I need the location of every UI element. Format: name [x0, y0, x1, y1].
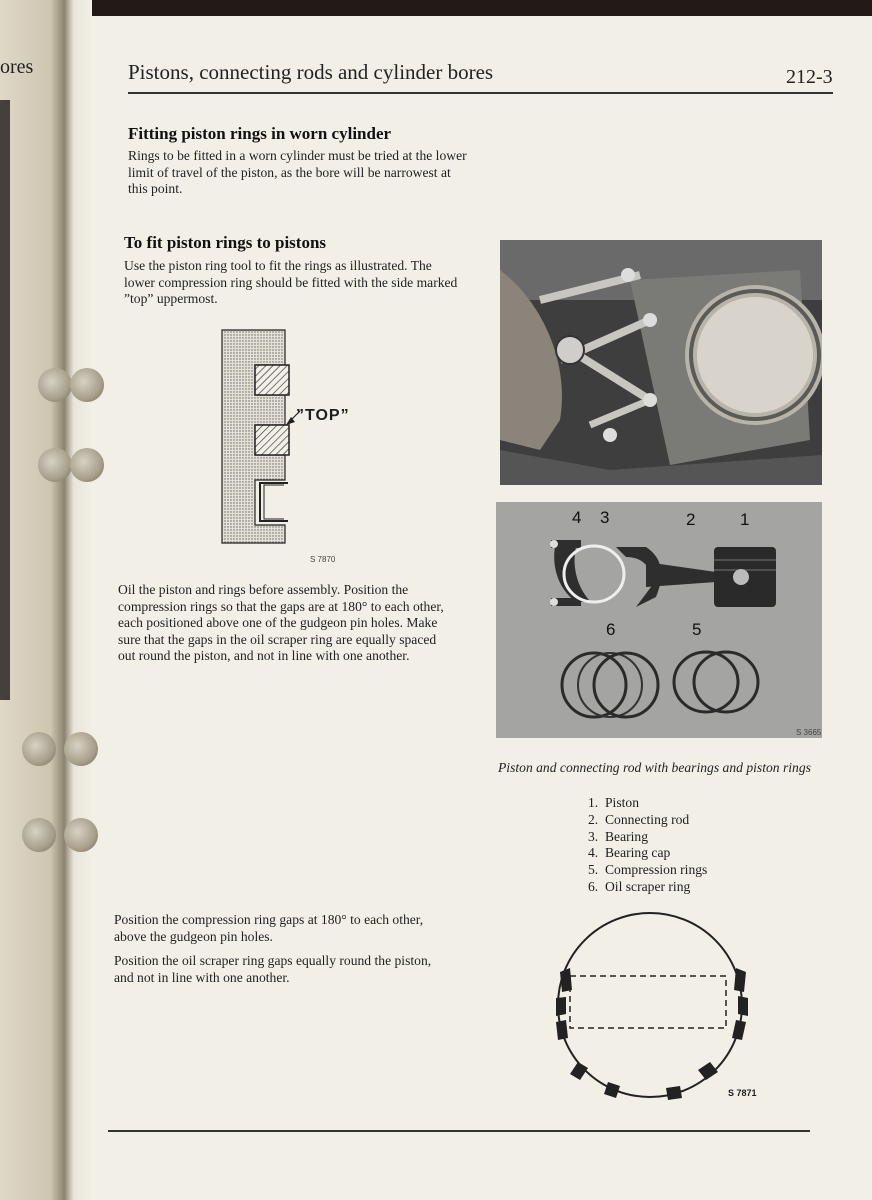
diagram-reference: S 7870: [310, 555, 336, 564]
ring-groove-diagram: [200, 325, 460, 570]
ring-gap-drawing: [548, 910, 768, 1110]
book-spine: [0, 0, 92, 1200]
header-rule: [128, 92, 833, 94]
page-number: 212-3: [786, 66, 833, 88]
binder-hole: [64, 732, 98, 766]
piston-parts-illustration: [496, 502, 822, 738]
footer-rule: [108, 1130, 810, 1132]
section-heading-fit-rings: To fit piston rings to pistons: [124, 233, 327, 252]
binder-hole: [22, 818, 56, 852]
binder-hole: [70, 448, 104, 482]
callout-3: 3: [600, 508, 610, 527]
section-heading-worn-cylinder: Fitting piston rings in worn cylinder: [128, 124, 392, 143]
ring-tool-photo: [500, 240, 822, 485]
binder-hole: [22, 732, 56, 766]
gap-diagram-reference: S 7871: [728, 1088, 757, 1098]
scan-top-edge: [0, 0, 872, 16]
callout-6: 6: [606, 620, 616, 639]
binder-hole: [38, 448, 72, 482]
compression-gap-paragraph: Position the compression ring gaps at 180° to each other, above the gudgeon pin holes.: [114, 912, 424, 944]
top-marking-label: ”TOP”: [296, 407, 350, 424]
callout-5: 5: [692, 620, 702, 639]
photo-caption: Piston and connecting rod with bearings and piston rings: [498, 760, 811, 775]
photo-reference: S 3665: [796, 728, 822, 737]
binder-hole: [70, 368, 104, 402]
binder-hole: [64, 818, 98, 852]
previous-page-fragment: ores: [0, 56, 34, 78]
list-item: 5. Compression rings: [588, 862, 708, 878]
callout-4: 4: [572, 508, 582, 527]
list-item: 1. Piston: [588, 795, 639, 810]
list-item: 2. Connecting rod: [588, 811, 690, 827]
list-item: 6. Oil scraper ring: [588, 878, 691, 894]
callout-1: 1: [740, 510, 750, 529]
piston-parts-photo: [496, 502, 822, 738]
ring-gap-diagram: [548, 910, 768, 1110]
facing-page-edge: [0, 100, 10, 700]
fit-rings-paragraph: Use the piston ring tool to fit the rings as illustrated. The lower compression ring should be fitted with the side marked ”top” uppermost.: [124, 258, 458, 306]
scraper-gap-paragraph: Position the oil scraper ring gaps equally round the piston, and not in line with one another.: [114, 953, 432, 985]
binder-hole: [38, 368, 72, 402]
parts-list: [588, 795, 707, 896]
page-title: Pistons, connecting rods and cylinder bores: [128, 60, 494, 84]
list-item: 3. Bearing: [588, 828, 649, 844]
callout-2: 2: [686, 510, 696, 529]
ring-tool-illustration: [500, 240, 822, 485]
ring-groove-drawing: [200, 325, 460, 570]
assembly-paragraph: Oil the piston and rings before assembly. Position the compression rings so that the gaps are at 180° to each other, each positioned above one of the gudgeon pin holes. Make sure that the gaps in the oil scraper ring are equally spaced out round the piston, and not in line with one another.: [118, 582, 444, 663]
worn-cylinder-paragraph: Rings to be fitted in a worn cylinder must be tried at the lower limit of travel of the piston, as the bore will be narrowest at this point.: [128, 148, 467, 196]
list-item: 4. Bearing cap: [588, 845, 671, 861]
